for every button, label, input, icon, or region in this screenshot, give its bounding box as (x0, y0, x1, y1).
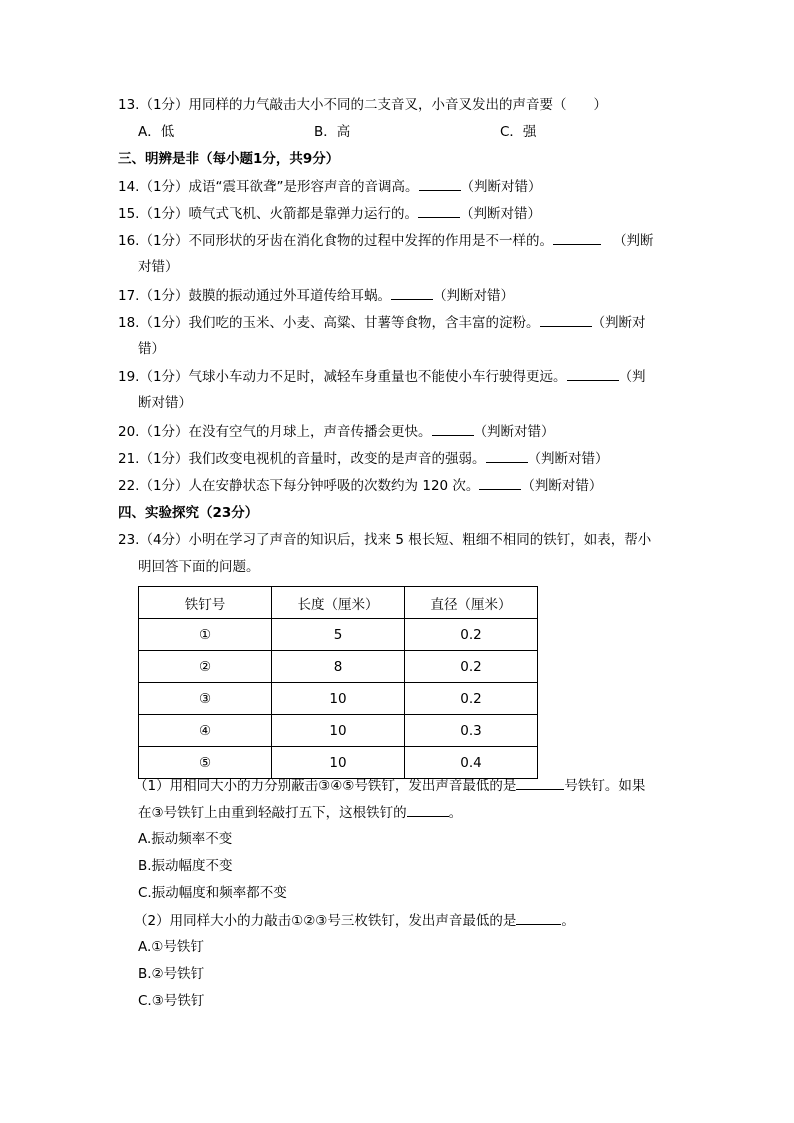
table-header-row (139, 587, 538, 619)
table-cell: 0.2 (405, 619, 538, 651)
answer-blank[interactable] (391, 286, 433, 300)
sub-question-text: 。 (448, 805, 463, 821)
question-text: 17.（1分）鼓膜的振动通过外耳道传给耳蜗。 (118, 288, 392, 304)
sub-question-text: 。 (561, 913, 575, 929)
answer-blank[interactable] (486, 449, 528, 463)
sub-question-text: （1）用相同大小的力分别蔽击③④⑤号铁钉，发出声音最低的是 (134, 778, 517, 794)
option-a: A．低 (138, 124, 175, 140)
judgment-question (118, 177, 542, 196)
judge-hint: （判断对错） (527, 451, 609, 467)
judgment-question (118, 204, 541, 223)
judge-hint: （判断对错） (521, 478, 603, 494)
table-cell: 8 (272, 651, 405, 683)
table-cell: 0.3 (405, 715, 538, 747)
answer-blank[interactable] (407, 803, 449, 817)
table-row (139, 715, 538, 747)
judgment-question (118, 286, 514, 305)
table-cell: 10 (272, 747, 405, 779)
option-c: C．强 (500, 124, 537, 140)
answer-blank[interactable] (553, 231, 601, 245)
table-header: 铁钉号 (139, 587, 272, 619)
judge-hint: （判断对错） (473, 424, 555, 440)
section-heading: 三、明辨是非（每小题1分，共9分） (118, 151, 340, 167)
answer-blank[interactable] (516, 911, 561, 925)
judgment-question (118, 449, 609, 468)
table-cell: ② (139, 651, 272, 683)
question-text: 16.（1分）不同形状的牙齿在消化食物的过程中发挥的作用是不一样的。 (118, 233, 554, 249)
table-row (139, 619, 538, 651)
sub-question-1-continued (138, 803, 462, 822)
table-cell: ① (139, 619, 272, 651)
option-b: B.②号铁钉 (138, 966, 205, 982)
judgment-question (118, 476, 602, 495)
table-row (139, 683, 538, 715)
sub-question-1 (134, 776, 645, 795)
judge-hint: （判断对错） (460, 179, 542, 195)
question-stem: 13.（1分）用同样的力气敲击大小不同的二支音叉，小音叉发出的声音要（ ） (118, 97, 608, 113)
option-c: C.③号铁钉 (138, 993, 205, 1009)
question-text: 21.（1分）我们改变电视机的音量时，改变的是声音的强弱。 (118, 451, 486, 467)
question-text: 15.（1分）喷气式飞机、火箭都是靠弹力运行的。 (118, 206, 419, 222)
judge-hint: （判断对错） (460, 206, 542, 222)
table-cell: 5 (272, 619, 405, 651)
judge-hint: （判断对 (591, 315, 646, 331)
judgment-question (118, 422, 555, 441)
answer-blank[interactable] (432, 422, 474, 436)
judgment-question-continued: 错） (138, 341, 165, 357)
table-cell: 0.4 (405, 747, 538, 779)
option-a: A.振动频率不变 (138, 831, 233, 847)
sub-question-text: 在③号铁钉上由重到轻敲打五下，这根铁钉的 (138, 805, 407, 821)
sub-question-text: 号铁钉。如果 (564, 778, 646, 794)
answer-blank[interactable] (567, 367, 619, 381)
table-row (139, 747, 538, 779)
table-cell: ⑤ (139, 747, 272, 779)
question-text: 14.（1分）成语“震耳欲聋”是形容声音的音调高。 (118, 179, 419, 195)
question-stem: 23.（4分）小明在学习了声音的知识后，找来 5 根长短、粗细不相同的铁钉，如表，帮小 (118, 532, 652, 548)
option-c: C.振动幅度和频率都不变 (138, 885, 287, 901)
table-row (139, 651, 538, 683)
judge-hint: （判断对错） (433, 288, 515, 304)
option-b: B．高 (314, 124, 351, 140)
table-header: 长度（厘米） (272, 587, 405, 619)
judge-hint: （判 (618, 369, 646, 385)
answer-blank[interactable] (479, 476, 521, 490)
question-text: 18.（1分）我们吃的玉米、小麦、高粱、甘薯等食物，含丰富的淀粉。 (118, 315, 540, 331)
judgment-question-continued: 对错） (138, 259, 179, 275)
answer-blank[interactable] (418, 204, 460, 218)
judgment-question-continued: 断对错） (138, 395, 192, 411)
question-stem-continued: 明回答下面的问题。 (138, 559, 260, 575)
table-cell: 0.2 (405, 683, 538, 715)
option-b: B.振动幅度不变 (138, 858, 233, 874)
sub-question-2 (134, 911, 575, 930)
judgment-question (118, 313, 646, 332)
answer-blank[interactable] (419, 177, 461, 191)
table-cell: ④ (139, 715, 272, 747)
table-cell: 10 (272, 683, 405, 715)
table-cell: ③ (139, 683, 272, 715)
sub-question-text: （2）用同样大小的力敲击①②③号三枚铁钉，发出声音最低的是 (134, 913, 517, 929)
answer-blank[interactable] (540, 313, 592, 327)
question-text: 22.（1分）人在安静状态下每分钟呼吸的次数约为 120 次。 (118, 478, 480, 494)
judge-hint: （判断 (613, 233, 654, 249)
table-cell: 10 (272, 715, 405, 747)
table-header: 直径（厘米） (405, 587, 538, 619)
question-text: 20.（1分）在没有空气的月球上，声音传播会更快。 (118, 424, 432, 440)
nail-table (138, 586, 538, 779)
judgment-question (118, 367, 646, 386)
question-text: 19.（1分）气球小车动力不足时，减轻车身重量也不能使小车行驶得更远。 (118, 369, 567, 385)
table-cell: 0.2 (405, 651, 538, 683)
answer-blank[interactable] (516, 776, 564, 790)
option-a: A.①号铁钉 (138, 939, 204, 955)
section-heading: 四、实验探究（23分） (118, 505, 259, 521)
judgment-question (118, 231, 654, 250)
